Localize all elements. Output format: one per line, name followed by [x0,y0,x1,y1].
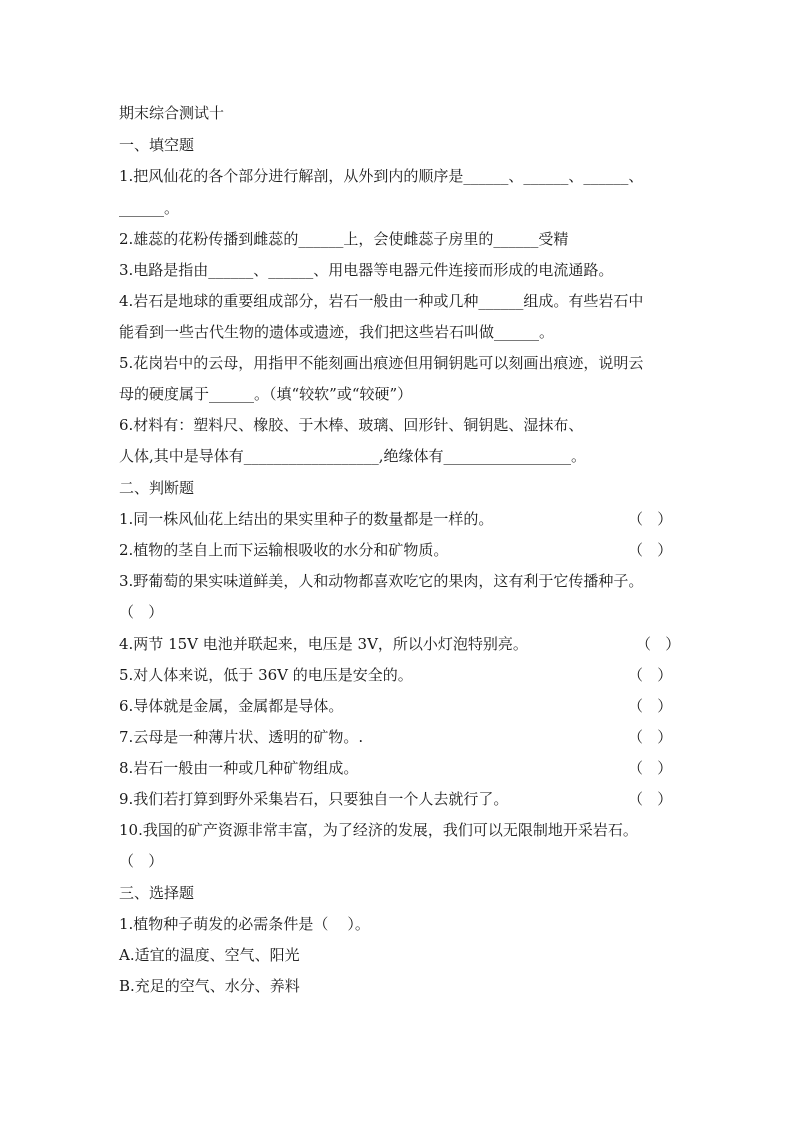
judge-q2: 2.植物的茎自上而下运输根吸收的水分和矿物质。 [119,541,449,559]
fill-q5-line2: 母的硬度属于______。（填“较软”或“较硬”） [119,385,413,403]
judge-q7: 7.云母是一种薄片状、透明的矿物。. [119,728,364,746]
judge-q3: 3.野葡萄的果实味道鲜美，人和动物都喜欢吃它的果肉，这有利于它传播种子。 [119,572,644,590]
page-title: 期末综合测试十 [119,104,225,122]
judge-q2-answer-paren[interactable]: （ ） [628,541,673,559]
judge-q9: 9.我们若打算到野外采集岩石，只要独自一个人去就行了。 [119,790,509,808]
judge-q4: 4.两节 15V 电池并联起来，电压是 3V，所以小灯泡特别亮。 [119,635,528,653]
judge-q5-answer-paren[interactable]: （ ） [628,666,673,684]
judge-q8-answer-paren[interactable]: （ ） [628,759,673,777]
judge-q10-answer-paren[interactable]: （ ） [119,852,164,870]
judge-q9-answer-paren[interactable]: （ ） [628,790,673,808]
choice-q1-option-a[interactable]: A.适宜的温度、空气、阳光 [119,946,300,964]
choice-q1-option-b[interactable]: B.充足的空气、水分、养料 [119,977,300,995]
fill-q4-line1: 4.岩石是地球的重要组成部分，岩石一般由一种或几种______组成。有些岩石中 [119,292,644,310]
section-heading-fill: 一、填空题 [119,136,195,154]
judge-q6-answer-paren[interactable]: （ ） [628,697,673,715]
fill-q5-line1: 5.花岗岩中的云母，用指甲不能刻画出痕迹但用铜钥匙可以刻画出痕迹，说明云 [119,354,644,372]
fill-q6-line1: 6.材料有：塑料尺、橡胶、于木棒、玻璃、回形针、铜钥匙、湿抹布、 [119,416,584,434]
fill-q1-line1: 1.把风仙花的各个部分进行解剖，从外到内的顺序是______、______、______、 [119,167,644,185]
fill-q3: 3.电路是指由______、______、用电器等电器元件连接而形成的电流通路。 [119,261,614,279]
judge-q6: 6.导体就是金属，金属都是导体。 [119,697,344,715]
judge-q3-answer-paren[interactable]: （ ） [119,603,164,621]
fill-q4-line2: 能看到一些古代生物的遗体或遗迹，我们把这些岩石叫做______。 [119,323,555,341]
choice-q1: 1.植物种子萌发的必需条件是（ ）。 [119,915,370,933]
fill-q2: 2.雄蕊的花粉传播到雌蕊的______上，会使雌蕊子房里的______受精 [119,230,569,248]
judge-q5: 5.对人体来说，低于 36V 的电压是安全的。 [119,666,413,684]
judge-q8: 8.岩石一般由一种或几种矿物组成。 [119,759,359,777]
judge-q1-answer-paren[interactable]: （ ） [628,510,673,528]
judge-q1: 1.同一株风仙花上结出的果实里种子的数量都是一样的。 [119,510,494,528]
judge-q10: 10.我国的矿产资源非常丰富，为了经济的发展，我们可以无限制地开采岩石。 [119,821,638,839]
fill-q6-line2: 人体,其中是导体有__________________,绝缘体有_________________。 [119,447,587,465]
judge-q7-answer-paren[interactable]: （ ） [628,728,673,746]
judge-q4-answer-paren[interactable]: （ ） [636,635,681,653]
section-heading-choice: 三、选择题 [119,884,195,902]
fill-q1-line2: ______。 [119,199,180,217]
section-heading-judge: 二、判断题 [119,479,195,497]
